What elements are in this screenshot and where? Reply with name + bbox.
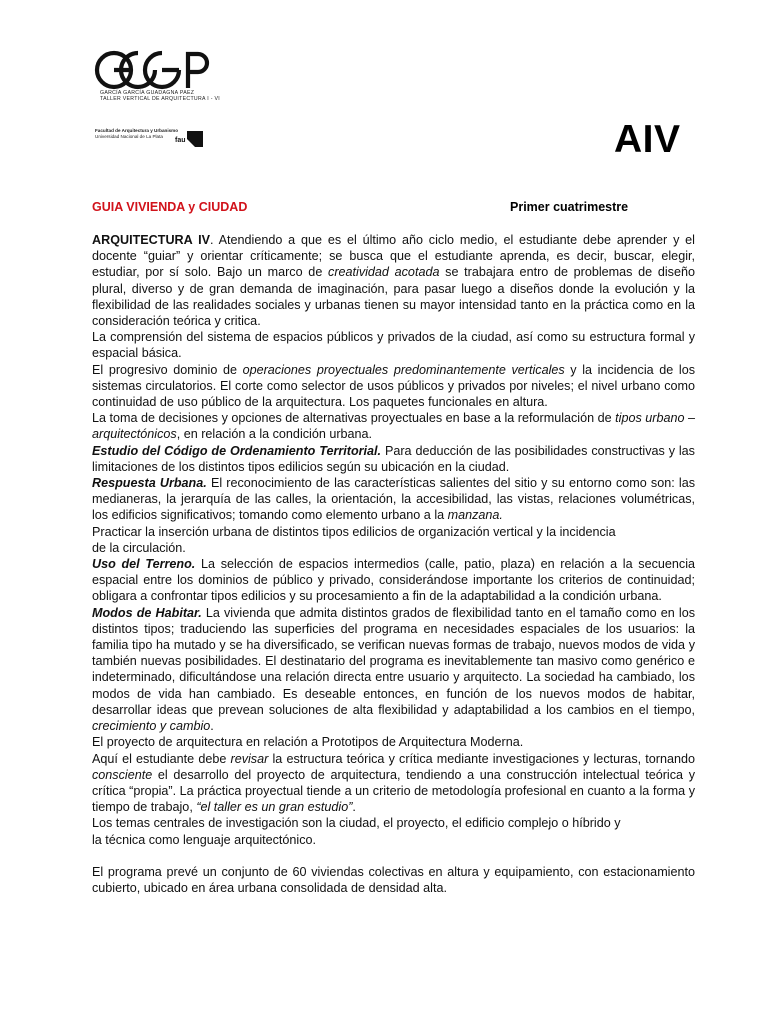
paragraph-temas: Los temas centrales de investigación son la ciudad, el proyecto, el edificio complejo o híbrido y la técnica como lenguaje arquitectónico. (92, 816, 621, 847)
fau-logo (175, 131, 205, 149)
paragraph-public-private: La comprensión del sistema de espacios públicos y privados de la ciudad, así como su estructura formal y espacial básica. (92, 330, 695, 361)
paragraph-decisions: La toma de decisiones y opciones de alternativas proyectuales en base a la reformulación de tipos urbano – arquitectónicos, en relación a la condición urbana. (92, 411, 695, 442)
paragraph-programa: El programa prevé un conjunto de 60 viviendas colectivas en altura y equipamiento, con estacionamiento cubierto, ubicado en área urbana consolidada de densidad alta. (92, 864, 695, 895)
logo-line-1: GARCÍA GARCÍA GUADAGNA PAEZ (100, 90, 195, 96)
paragraph-codigo: Estudio del Código de Ordenamiento Territorial. Para deducción de las posibilidades constructivas y las limitaciones de los distintos tipos edilicios según su ubicación en la ciudad. (92, 443, 695, 474)
paragraph-modos-habitar: Modos de Habitar. La vivienda que admita distintos grados de flexibilidad tanto en el tamaño como en los distintos tipos; traduciendo las superficies del programa en necesidades espaciales de los usuarios: la familia tipo ha mutado y se ha diversificado, se verifican nuevas formas de trabajo, nuevos modos de vida y también nuevas posibilidades. El destinatario del programa es inevitablemente tan masivo como genérico e indeterminado, dificultándose una relación directa entre usuario y arquitecto. La sociedad ha cambiado, los modos de vida han cambiado. Es deseable entonces, en función de los nuevos modos de habitar, desarrollar ideas que prevean soluciones de alta flexibilidad y adaptabilidad a los cambios en el tiempo, crecimiento y cambio. (92, 605, 695, 734)
ggp-logo (92, 50, 220, 102)
course-code: AIV (614, 118, 681, 161)
guide-title: GUIA VIVIENDA y CIUDAD (92, 200, 248, 214)
paragraph-prototipos: El proyecto de arquitectura en relación a Prototipos de Arquitectura Moderna. (92, 735, 524, 750)
paragraph-insercion: Practicar la inserción urbana de distintos tipos edilicios de organización vertical y la incidencia de la circulación. (92, 524, 616, 555)
paragraph-revisar: Aquí el estudiante debe revisar la estructura teórica y crítica mediante investigaciones y lecturas, tornando consciente el desarrollo del proyecto de arquitectura, tendiendo a una construcción intelectual teórica y crítica “propia”. La práctica proyectual tiende a un criterio de metodología profesional en cuanto a la forma y tiempo de trabajo, “el taller es un gran estudio”. (92, 751, 695, 815)
paragraph-vertical-operations: El progresivo dominio de operaciones proyectuales predominantemente verticales y la incidencia de los sistemas circulatorios. El corte como selector de usos públicos y privados por niveles; el nivel urbano como continuidad de uso público de la arquitectura. Los paquetes funcionales en altura. (92, 362, 695, 410)
paragraph-intro: ARQUITECTURA IV. Atendiendo a que es el último año ciclo medio, el estudiante debe aprender y el docente “guiar” y orientar críticamente; se busca que el estudiante aprenda, es decir, buscar, elegir, estudiar, por sí solo. Bajo un marco de creatividad acotada se trabajara entro de problemas de diseño plural, diverso y de gran demanda de imaginación, para pasar luego a diseños donde la evolución y la flexibilidad de las realidades sociales y urbanas tienen su mayor intensidad tanto en la práctica como en la consideración teórica y critica. (92, 233, 695, 329)
ggp-logo-mark (92, 50, 217, 90)
faculty-line-2: Universidad Nacional de La Plata (95, 133, 163, 139)
logo-line-2: TALLER VERTICAL DE ARQUITECTURA I - VI (100, 96, 220, 102)
faculty-line-1: Facultad de Arquitectura y Urbanismo (95, 128, 179, 133)
document-body (92, 232, 695, 896)
paragraph-respuesta-urbana: Respuesta Urbana. El reconocimiento de las características salientes del sitio y su entorno como son: las medianeras, la jerarquía de las calles, la orientación, la accesibilidad, las vistas, relaciones volumétricas, los edificios significativos; tomando como elemento urbano a la manzana. (92, 476, 695, 523)
paragraph-uso-terreno: Uso del Terreno. La selección de espacios intermedios (calle, patio, plaza) en relación a la secuencia espacial entre los dominios de público y privado, considerándose importante los criterios de continuidad; obligara a confrontar tipos edilicios y su procesamiento a fin de la adaptabilidad a la condición urbana. (92, 557, 696, 604)
term-label: Primer cuatrimestre (510, 200, 629, 214)
faculty-block (95, 128, 215, 144)
fau-logo-label: fau (175, 137, 186, 144)
